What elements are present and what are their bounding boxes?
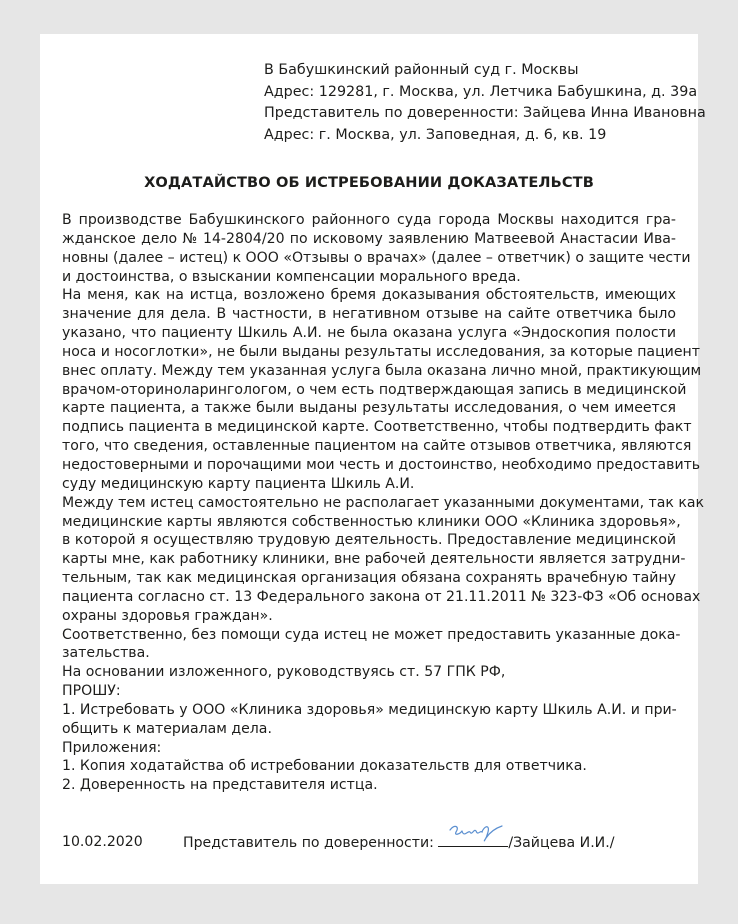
body-line: медицинские карты являются собственностью клиники ООО «Клиника здоровья», [62, 513, 681, 530]
signature-field [438, 832, 508, 847]
body-line: Соответственно, без помощи суда истец не может предоставить указанные дока- [62, 626, 681, 643]
body-line: внес оплату. Между тем указанная услуга была оказана лично мной, практикующим [62, 362, 702, 379]
body-line: значение для дела. В частности, в негативном отзыве на сайте ответчика было [62, 306, 676, 323]
addressee-representative-address: Адрес: г. Москва, ул. Заповедная, д. 6, кв. 19 [264, 126, 607, 143]
body-line: в которой я осуществляю трудовую деятельность. Предоставление медицинской [62, 532, 676, 549]
body-line: и достоинства, о взыскании компенсации морального вреда. [62, 268, 521, 285]
document-title: ХОДАТАЙСТВО ОБ ИСТРЕБОВАНИИ ДОКАЗАТЕЛЬСТВ [144, 174, 594, 191]
body-line: пациента согласно ст. 13 Федерального закона от 21.11.2011 № 323-ФЗ «Об основах [62, 588, 701, 605]
representative-signature-line [183, 832, 614, 853]
body-line: врачом-оториноларингологом, о чем есть подтверждающая запись в медицинской [62, 381, 687, 398]
representative-label: Представитель по доверенности: [183, 835, 434, 851]
document-body [62, 211, 705, 795]
document-date: 10.02.2020 [62, 834, 143, 850]
body-line: того, что сведения, оставленные пациентом на сайте отзывов ответчика, являются [62, 438, 692, 455]
body-line: На основании изложенного, руководствуясь ст. 57 ГПК РФ, [62, 664, 506, 681]
body-line: суду медицинскую карту пациента Шкиль А.И. [62, 475, 415, 492]
body-line: общить к материалам дела. [62, 720, 272, 737]
body-line: 1. Истребовать у ООО «Клиника здоровья» медицинскую карту Шкиль А.И. и при- [62, 701, 677, 718]
representative-name: /Зайцева И.И./ [508, 835, 615, 851]
body-line: носа и носоглотки», не были выданы результаты исследования, за которые пациент [62, 343, 700, 360]
addressee-court-address: Адрес: 129281, г. Москва, ул. Летчика Бабушкина, д. 39а [264, 83, 698, 100]
body-line: На меня, как на истца, возложено бремя доказывания обстоятельств, имеющих [62, 287, 676, 304]
body-line: зательства. [62, 645, 150, 662]
addressee-block [264, 60, 706, 146]
body-line: ПРОШУ: [62, 683, 121, 700]
body-line: Приложения: [62, 739, 162, 756]
body-line: жданское дело № 14-2804/20 по исковому заявлению Матвеевой Анастасии Ива- [62, 230, 676, 247]
body-line: карте пациента, а также были выданы результаты исследования, о чем имеется [62, 400, 676, 417]
body-line: карты мне, как работнику клиники, вне рабочей деятельности является затрудни- [62, 551, 686, 568]
document-page [40, 34, 706, 884]
handwritten-signature-icon [446, 822, 506, 846]
body-line: подпись пациента в медицинской карте. Соответственно, чтобы подтвердить факт [62, 419, 692, 436]
body-line: недостоверными и порочащими мои честь и достоинство, необходимо предоставить [62, 456, 701, 473]
body-line: новны (далее – истец) к ООО «Отзывы о врачах» (далее – ответчик) о защите чести [62, 249, 691, 266]
body-line: В производстве Бабушкинского районного суда города Москвы находится гра- [62, 212, 676, 228]
body-line: Между тем истец самостоятельно не располагает указанными документами, так как [62, 494, 705, 511]
addressee-representative: Представитель по доверенности: Зайцева Инна Ивановна [264, 105, 706, 121]
body-line: охраны здоровья граждан». [62, 607, 273, 624]
body-line: тельным, так как медицинская организация обязана сохранять врачебную тайну [62, 570, 676, 587]
body-line: 1. Копия ходатайства об истребовании доказательств для ответчика. [62, 758, 587, 775]
addressee-court: В Бабушкинский районный суд г. Москвы [264, 62, 579, 78]
body-line: указано, что пациенту Шкиль А.И. не была оказана услуга «Эндоскопия полости [62, 325, 676, 342]
body-line: 2. Доверенность на представителя истца. [62, 777, 378, 794]
